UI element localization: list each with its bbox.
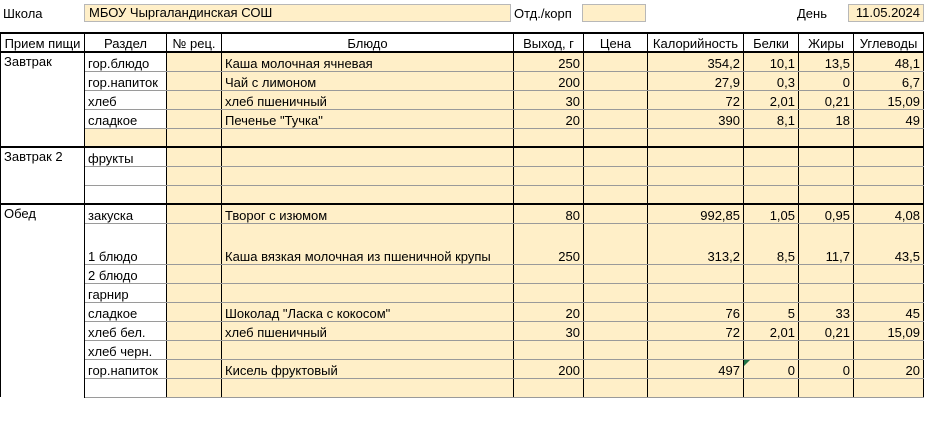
dish-cell[interactable]: хлеб пшеничный [222, 90, 514, 109]
carbs-cell[interactable]: 15,09 [854, 90, 924, 109]
table-row [1, 264, 924, 283]
recipe-cell[interactable] [167, 378, 222, 397]
fat-cell[interactable] [799, 128, 854, 147]
table-row [1, 185, 924, 204]
protein-cell[interactable] [744, 283, 799, 302]
section-cell[interactable] [85, 166, 167, 185]
fat-cell[interactable] [799, 264, 854, 283]
table-row [1, 223, 924, 264]
protein-cell[interactable]: 8,5 [744, 223, 799, 264]
fat-cell[interactable]: 13,5 [799, 52, 854, 71]
carbs-cell[interactable] [854, 185, 924, 204]
fat-cell[interactable] [799, 340, 854, 359]
table-header-row [1, 33, 924, 52]
table-row [1, 204, 924, 223]
output-cell[interactable]: 30 [514, 90, 584, 109]
kcal-cell[interactable]: 76 [648, 302, 744, 321]
meal-cell [1, 359, 85, 378]
output-cell[interactable]: 80 [514, 204, 584, 223]
output-cell[interactable]: 20 [514, 109, 584, 128]
section-cell[interactable]: хлеб [85, 90, 167, 109]
recipe-cell[interactable] [167, 321, 222, 340]
dish-cell[interactable]: Печенье "Тучка" [222, 109, 514, 128]
section-cell[interactable]: хлеб бел. [85, 321, 167, 340]
recipe-cell[interactable] [167, 283, 222, 302]
table-row [1, 359, 924, 378]
dish-cell[interactable] [222, 147, 514, 166]
section-cell[interactable]: 2 блюдо [85, 264, 167, 283]
meal-cell [1, 378, 85, 397]
menu-table [0, 32, 924, 398]
meal-cell [1, 166, 85, 185]
col-header-section: Раздел [85, 33, 167, 52]
protein-cell[interactable]: 10,1 [744, 52, 799, 71]
meal-cell [1, 109, 85, 128]
recipe-cell[interactable] [167, 71, 222, 90]
output-cell[interactable]: 250 [514, 223, 584, 264]
meal-cell [1, 340, 85, 359]
fat-cell[interactable] [799, 166, 854, 185]
recipe-cell[interactable] [167, 204, 222, 223]
col-header-carbs: Углеводы [854, 33, 924, 52]
price-cell[interactable] [584, 128, 648, 147]
dish-cell[interactable] [222, 185, 514, 204]
price-cell[interactable] [584, 71, 648, 90]
kcal-cell[interactable] [648, 147, 744, 166]
table-row [1, 71, 924, 90]
kcal-cell[interactable] [648, 264, 744, 283]
output-cell[interactable]: 20 [514, 302, 584, 321]
protein-cell[interactable]: 0,3 [744, 71, 799, 90]
price-cell[interactable] [584, 185, 648, 204]
recipe-cell[interactable] [167, 223, 222, 264]
protein-cell[interactable] [744, 128, 799, 147]
sheet-header [0, 0, 930, 28]
meal-cell [1, 128, 85, 147]
col-header-recipe: № рец. [167, 33, 222, 52]
kcal-cell[interactable]: 72 [648, 90, 744, 109]
price-cell[interactable] [584, 52, 648, 71]
fat-cell[interactable]: 11,7 [799, 223, 854, 264]
kcal-cell[interactable]: 497 [648, 359, 744, 378]
recipe-cell[interactable] [167, 185, 222, 204]
col-header-protein: Белки [744, 33, 799, 52]
price-cell[interactable] [584, 109, 648, 128]
dish-cell[interactable]: Каша молочная ячневая [222, 52, 514, 71]
meal-cell: Завтрак 2 [1, 147, 85, 166]
recipe-cell[interactable] [167, 147, 222, 166]
table-row [1, 90, 924, 109]
kcal-cell[interactable]: 992,85 [648, 204, 744, 223]
dish-cell[interactable] [222, 128, 514, 147]
price-cell[interactable] [584, 223, 648, 264]
section-cell[interactable]: закуска [85, 204, 167, 223]
table-row [1, 109, 924, 128]
output-cell[interactable] [514, 128, 584, 147]
output-cell[interactable]: 30 [514, 321, 584, 340]
fat-cell[interactable] [799, 378, 854, 397]
output-cell[interactable] [514, 340, 584, 359]
carbs-cell[interactable] [854, 147, 924, 166]
protein-cell[interactable] [744, 166, 799, 185]
kcal-cell[interactable] [648, 166, 744, 185]
meal-cell [1, 283, 85, 302]
col-header-meal: Прием пищи [1, 33, 85, 52]
dish-cell[interactable] [222, 378, 514, 397]
kcal-cell[interactable] [648, 340, 744, 359]
section-cell[interactable]: гарнир [85, 283, 167, 302]
meal-cell [1, 321, 85, 340]
meal-cell [1, 302, 85, 321]
section-cell[interactable]: сладкое [85, 109, 167, 128]
menu-table-body [1, 33, 924, 397]
fat-cell[interactable]: 0,21 [799, 90, 854, 109]
fat-cell[interactable]: 0 [799, 359, 854, 378]
table-row [1, 147, 924, 166]
price-cell[interactable] [584, 378, 648, 397]
carbs-cell[interactable]: 6,7 [854, 71, 924, 90]
col-header-kcal: Калорийность [648, 33, 744, 52]
meal-cell [1, 71, 85, 90]
section-cell[interactable]: 1 блюдо [85, 223, 167, 264]
carbs-cell[interactable]: 48,1 [854, 52, 924, 71]
dish-cell[interactable]: хлеб пшеничный [222, 321, 514, 340]
dish-cell[interactable] [222, 283, 514, 302]
kcal-cell[interactable]: 72 [648, 321, 744, 340]
kcal-cell[interactable]: 27,9 [648, 71, 744, 90]
school-label: Школа [3, 6, 43, 21]
table-row [1, 321, 924, 340]
output-cell[interactable] [514, 283, 584, 302]
recipe-cell[interactable] [167, 264, 222, 283]
protein-cell[interactable]: 2,01 [744, 321, 799, 340]
carbs-cell[interactable] [854, 340, 924, 359]
output-cell[interactable] [514, 264, 584, 283]
output-cell[interactable]: 200 [514, 359, 584, 378]
section-cell[interactable]: гор.напиток [85, 359, 167, 378]
meal-cell [1, 264, 85, 283]
meal-cell: Обед [1, 204, 85, 223]
section-cell[interactable] [85, 185, 167, 204]
fat-cell[interactable]: 0 [799, 71, 854, 90]
dish-cell[interactable] [222, 340, 514, 359]
price-cell[interactable] [584, 340, 648, 359]
dish-cell[interactable]: Творог с изюмом [222, 204, 514, 223]
dish-cell[interactable]: Шоколад "Ласка с кокосом" [222, 302, 514, 321]
table-row [1, 128, 924, 147]
carbs-cell[interactable] [854, 166, 924, 185]
output-cell[interactable] [514, 185, 584, 204]
protein-cell[interactable] [744, 185, 799, 204]
meal-cell [1, 223, 85, 264]
price-cell[interactable] [584, 204, 648, 223]
section-cell[interactable]: фрукты [85, 147, 167, 166]
output-cell[interactable] [514, 147, 584, 166]
price-cell[interactable] [584, 147, 648, 166]
col-header-dish: Блюдо [222, 33, 514, 52]
meal-cell [1, 185, 85, 204]
output-cell[interactable]: 200 [514, 71, 584, 90]
col-header-fat: Жиры [799, 33, 854, 52]
dish-cell[interactable] [222, 264, 514, 283]
protein-cell[interactable]: 1,05 [744, 204, 799, 223]
recipe-cell[interactable] [167, 90, 222, 109]
table-row [1, 378, 924, 397]
kcal-cell[interactable]: 354,2 [648, 52, 744, 71]
carbs-cell[interactable]: 4,08 [854, 204, 924, 223]
school-name-cell[interactable]: МБОУ Чыргаландинская СОШ [84, 4, 511, 22]
kcal-cell[interactable] [648, 185, 744, 204]
meal-cell: Завтрак [1, 52, 85, 71]
dish-cell[interactable]: Кисель фруктовый [222, 359, 514, 378]
section-cell[interactable] [85, 128, 167, 147]
recipe-cell[interactable] [167, 340, 222, 359]
kcal-cell[interactable]: 313,2 [648, 223, 744, 264]
carbs-cell[interactable]: 20 [854, 359, 924, 378]
fat-cell[interactable]: 18 [799, 109, 854, 128]
protein-cell[interactable] [744, 147, 799, 166]
output-cell[interactable] [514, 378, 584, 397]
price-cell[interactable] [584, 283, 648, 302]
section-cell[interactable]: гор.напиток [85, 71, 167, 90]
price-cell[interactable] [584, 321, 648, 340]
output-cell[interactable]: 250 [514, 52, 584, 71]
price-cell[interactable] [584, 264, 648, 283]
col-header-price: Цена [584, 33, 648, 52]
col-header-output: Выход, г [514, 33, 584, 52]
price-cell[interactable] [584, 302, 648, 321]
table-row [1, 340, 924, 359]
fat-cell[interactable] [799, 147, 854, 166]
recipe-cell[interactable] [167, 128, 222, 147]
fat-cell[interactable]: 33 [799, 302, 854, 321]
day-label: День [797, 6, 827, 21]
kcal-cell[interactable] [648, 128, 744, 147]
table-row [1, 166, 924, 185]
kcal-cell[interactable]: 390 [648, 109, 744, 128]
carbs-cell[interactable] [854, 264, 924, 283]
price-cell[interactable] [584, 166, 648, 185]
recipe-cell[interactable] [167, 52, 222, 71]
section-cell[interactable] [85, 378, 167, 397]
fat-cell[interactable] [799, 283, 854, 302]
meal-cell [1, 90, 85, 109]
dish-cell[interactable]: Каша вязкая молочная из пшеничной крупы [222, 223, 514, 264]
recipe-cell[interactable] [167, 166, 222, 185]
fat-cell[interactable] [799, 185, 854, 204]
output-cell[interactable] [514, 166, 584, 185]
protein-cell[interactable]: 0 [744, 359, 799, 378]
protein-cell[interactable]: 5 [744, 302, 799, 321]
section-cell[interactable]: хлеб черн. [85, 340, 167, 359]
carbs-cell[interactable]: 43,5 [854, 223, 924, 264]
dept-cell[interactable] [582, 4, 646, 22]
protein-cell[interactable]: 2,01 [744, 90, 799, 109]
table-row [1, 52, 924, 71]
protein-cell[interactable] [744, 378, 799, 397]
dish-cell[interactable]: Чай с лимоном [222, 71, 514, 90]
fat-cell[interactable]: 0,21 [799, 321, 854, 340]
dish-cell[interactable] [222, 166, 514, 185]
carbs-cell[interactable]: 45 [854, 302, 924, 321]
section-cell[interactable]: сладкое [85, 302, 167, 321]
protein-cell[interactable] [744, 340, 799, 359]
protein-cell[interactable] [744, 264, 799, 283]
kcal-cell[interactable] [648, 283, 744, 302]
section-cell[interactable]: гор.блюдо [85, 52, 167, 71]
fat-cell[interactable]: 0,95 [799, 204, 854, 223]
price-cell[interactable] [584, 359, 648, 378]
protein-cell[interactable]: 8,1 [744, 109, 799, 128]
recipe-cell[interactable] [167, 359, 222, 378]
date-cell[interactable]: 11.05.2024 [848, 4, 924, 22]
carbs-cell[interactable] [854, 378, 924, 397]
recipe-cell[interactable] [167, 302, 222, 321]
table-row [1, 283, 924, 302]
carbs-cell[interactable] [854, 283, 924, 302]
kcal-cell[interactable] [648, 378, 744, 397]
carbs-cell[interactable] [854, 128, 924, 147]
carbs-cell[interactable]: 15,09 [854, 321, 924, 340]
table-row [1, 302, 924, 321]
price-cell[interactable] [584, 90, 648, 109]
carbs-cell[interactable]: 49 [854, 109, 924, 128]
recipe-cell[interactable] [167, 109, 222, 128]
dept-label: Отд./корп [514, 6, 572, 21]
